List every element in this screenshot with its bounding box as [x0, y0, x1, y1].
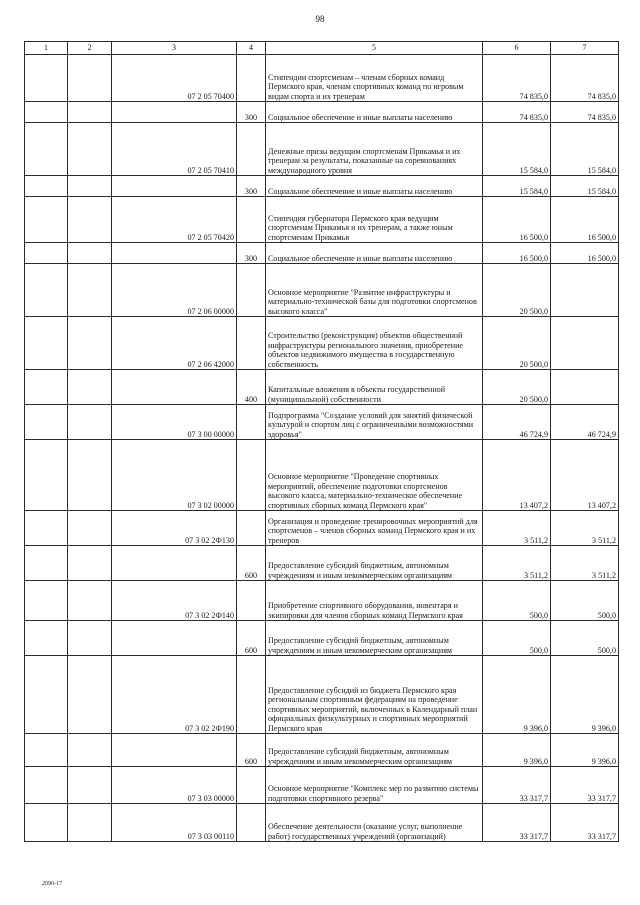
- table-row: [25, 511, 619, 546]
- cell-col1: [25, 123, 68, 176]
- cell-amount-col6: 500,0: [483, 621, 551, 656]
- cell-col2: [68, 656, 112, 734]
- cell-amount-col6: 33 317,7: [483, 804, 551, 842]
- cell-amount-col7: 9 396,0: [551, 734, 619, 767]
- cell-col2: [68, 511, 112, 546]
- cell-amount-col7: [551, 264, 619, 317]
- cell-amount-col7: [551, 317, 619, 370]
- cell-col2: [68, 405, 112, 440]
- cell-col2: [68, 734, 112, 767]
- cell-amount-col7: 9 396,0: [551, 656, 619, 734]
- cell-item-name: Капитальные вложения в объекты государственной (муниципальной) собственности: [266, 370, 483, 405]
- table-body: [25, 55, 619, 842]
- cell-col1: [25, 102, 68, 123]
- cell-amount-col6: 74 835,0: [483, 55, 551, 102]
- cell-col2: [68, 264, 112, 317]
- cell-item-name: Подпрограмма "Создание условий для занятий физической культурой и спортом лиц с ограниченными возможностями здоровья": [266, 405, 483, 440]
- cell-col2: [68, 176, 112, 197]
- cell-amount-col7: 15 584,0: [551, 123, 619, 176]
- cell-amount-col6: 74 835,0: [483, 102, 551, 123]
- footer-code: 2090-17: [42, 881, 62, 887]
- column-header: 1: [25, 42, 68, 55]
- cell-col1: [25, 656, 68, 734]
- cell-amount-col6: 3 511,2: [483, 546, 551, 581]
- cell-amount-col7: 500,0: [551, 621, 619, 656]
- cell-amount-col6: 20 500,0: [483, 370, 551, 405]
- table-row: [25, 243, 619, 264]
- cell-amount-col7: 500,0: [551, 581, 619, 621]
- cell-amount-col7: 33 317,7: [551, 767, 619, 804]
- cell-expense-type: 600: [237, 734, 266, 767]
- cell-target-code: 07 3 02 2Ф190: [112, 656, 237, 734]
- cell-col1: [25, 370, 68, 405]
- cell-expense-type: [237, 264, 266, 317]
- cell-item-name: Стипендия губернатора Пермского края ведущим спортсменам Прикамья и их тренерам, а также юным спортсменам Прикамья: [266, 197, 483, 243]
- cell-target-code: [112, 176, 237, 197]
- cell-col2: [68, 440, 112, 511]
- cell-expense-type: [237, 197, 266, 243]
- table-row: [25, 804, 619, 842]
- cell-amount-col6: 16 500,0: [483, 197, 551, 243]
- cell-expense-type: 300: [237, 102, 266, 123]
- cell-col1: [25, 264, 68, 317]
- cell-item-name: Основное мероприятие "Проведение спортивных мероприятий, обеспечение подготовки спортсменов высокого класса, материально-техническое обеспечение спортивных сборных команд Пермского края": [266, 440, 483, 511]
- table-row: [25, 767, 619, 804]
- table-row: [25, 656, 619, 734]
- cell-target-code: 07 2 05 70420: [112, 197, 237, 243]
- cell-col2: [68, 546, 112, 581]
- cell-target-code: 07 2 05 70400: [112, 55, 237, 102]
- cell-col2: [68, 767, 112, 804]
- cell-target-code: [112, 546, 237, 581]
- table-row: [25, 264, 619, 317]
- cell-col1: [25, 581, 68, 621]
- cell-amount-col6: 9 396,0: [483, 656, 551, 734]
- table-row: [25, 405, 619, 440]
- cell-expense-type: [237, 123, 266, 176]
- cell-amount-col7: 46 724,9: [551, 405, 619, 440]
- cell-target-code: [112, 370, 237, 405]
- cell-item-name: Социальное обеспечение и иные выплаты населению: [266, 176, 483, 197]
- cell-amount-col6: 3 511,2: [483, 511, 551, 546]
- cell-target-code: 07 3 00 00000: [112, 405, 237, 440]
- cell-col1: [25, 243, 68, 264]
- cell-target-code: [112, 243, 237, 264]
- cell-amount-col6: 500,0: [483, 581, 551, 621]
- column-header: 2: [68, 42, 112, 55]
- cell-target-code: 07 3 03 00110: [112, 804, 237, 842]
- cell-target-code: 07 3 02 2Ф130: [112, 511, 237, 546]
- cell-target-code: 07 2 06 42000: [112, 317, 237, 370]
- cell-target-code: 07 2 06 00000: [112, 264, 237, 317]
- cell-amount-col7: 16 500,0: [551, 243, 619, 264]
- cell-col1: [25, 176, 68, 197]
- cell-col1: [25, 317, 68, 370]
- cell-col1: [25, 55, 68, 102]
- cell-target-code: 07 3 03 00000: [112, 767, 237, 804]
- cell-expense-type: [237, 656, 266, 734]
- cell-expense-type: [237, 55, 266, 102]
- cell-item-name: Основное мероприятие "Комплекс мер по развитию системы подготовки спортивного резерва": [266, 767, 483, 804]
- budget-table: [24, 41, 619, 842]
- cell-target-code: 07 3 02 00000: [112, 440, 237, 511]
- table-row: [25, 546, 619, 581]
- cell-amount-col6: 46 724,9: [483, 405, 551, 440]
- cell-target-code: [112, 621, 237, 656]
- cell-amount-col7: 15 584,0: [551, 176, 619, 197]
- cell-col1: [25, 197, 68, 243]
- column-header: 5: [266, 42, 483, 55]
- column-header: 7: [551, 42, 619, 55]
- cell-amount-col7: [551, 370, 619, 405]
- cell-item-name: Строительство (реконструкция) объектов общественной инфраструктуры регионального значения, приобретение объектов недвижимого имущества в государственную собственность: [266, 317, 483, 370]
- cell-item-name: Стипендии спортсменам – членам сборных команд Пермского края, членам спортивных команд по игровым видам спорта и их тренерам: [266, 55, 483, 102]
- cell-amount-col7: 3 511,2: [551, 511, 619, 546]
- table-row: [25, 581, 619, 621]
- cell-amount-col7: 13 407,2: [551, 440, 619, 511]
- cell-col1: [25, 804, 68, 842]
- cell-item-name: Обеспечение деятельности (оказание услуг, выполнение работ) государственных учреждений (организаций): [266, 804, 483, 842]
- cell-item-name: Предоставление субсидий из бюджета Пермского края региональным спортивным федерациям на проведение спортивных мероприятий, включенных в Календарный план официальных физкультурных и спортивных мероприятий Пермского края: [266, 656, 483, 734]
- cell-expense-type: [237, 511, 266, 546]
- cell-col2: [68, 243, 112, 264]
- cell-item-name: Организация и проведение тренировочных мероприятий для спортсменов – членов сборных команд Пермского края и их тренеров: [266, 511, 483, 546]
- cell-target-code: [112, 734, 237, 767]
- cell-expense-type: [237, 405, 266, 440]
- cell-item-name: Денежные призы ведущим спортсменам Прикамья и их тренерам за результаты, показанные на соревнованиях международного уровня: [266, 123, 483, 176]
- cell-expense-type: [237, 440, 266, 511]
- table-row: [25, 370, 619, 405]
- cell-col2: [68, 804, 112, 842]
- cell-col1: [25, 511, 68, 546]
- cell-expense-type: 300: [237, 243, 266, 264]
- cell-col2: [68, 102, 112, 123]
- table-row: [25, 197, 619, 243]
- table-row: [25, 440, 619, 511]
- cell-item-name: Социальное обеспечение и иные выплаты населению: [266, 243, 483, 264]
- table-header: [25, 42, 619, 55]
- cell-amount-col6: 20 500,0: [483, 264, 551, 317]
- cell-target-code: 07 2 05 70410: [112, 123, 237, 176]
- column-header: 4: [237, 42, 266, 55]
- table-row: [25, 734, 619, 767]
- table-row: [25, 317, 619, 370]
- cell-col1: [25, 440, 68, 511]
- cell-expense-type: 600: [237, 621, 266, 656]
- cell-expense-type: [237, 767, 266, 804]
- cell-col1: [25, 546, 68, 581]
- cell-expense-type: 600: [237, 546, 266, 581]
- page-number: 98: [315, 14, 325, 24]
- cell-amount-col7: 74 835,0: [551, 102, 619, 123]
- cell-amount-col6: 33 317,7: [483, 767, 551, 804]
- cell-amount-col6: 9 396,0: [483, 734, 551, 767]
- cell-col1: [25, 621, 68, 656]
- cell-item-name: Социальное обеспечение и иные выплаты населению: [266, 102, 483, 123]
- cell-expense-type: [237, 317, 266, 370]
- column-header: 3: [112, 42, 237, 55]
- cell-amount-col6: 15 584,0: [483, 176, 551, 197]
- table-row: [25, 55, 619, 102]
- cell-item-name: Предоставление субсидий бюджетным, автономным учреждениям и иным некоммерческим организациям: [266, 621, 483, 656]
- cell-col2: [68, 581, 112, 621]
- cell-expense-type: [237, 581, 266, 621]
- cell-item-name: Предоставление субсидий бюджетным, автономным учреждениям и иным некоммерческим организациям: [266, 546, 483, 581]
- cell-col2: [68, 123, 112, 176]
- cell-amount-col7: 74 835,0: [551, 55, 619, 102]
- table-row: [25, 621, 619, 656]
- cell-target-code: 07 3 02 2Ф140: [112, 581, 237, 621]
- cell-item-name: Приобретение спортивного оборудования, инвентаря и экипировки для членов сборных команд Пермского края: [266, 581, 483, 621]
- cell-col2: [68, 621, 112, 656]
- header-row: [25, 42, 619, 55]
- cell-expense-type: [237, 804, 266, 842]
- cell-col1: [25, 767, 68, 804]
- cell-expense-type: 300: [237, 176, 266, 197]
- cell-amount-col7: 3 511,2: [551, 546, 619, 581]
- cell-amount-col6: 16 500,0: [483, 243, 551, 264]
- table-row: [25, 102, 619, 123]
- cell-amount-col7: 16 500,0: [551, 197, 619, 243]
- cell-col2: [68, 317, 112, 370]
- table-row: [25, 123, 619, 176]
- cell-amount-col6: 13 407,2: [483, 440, 551, 511]
- cell-amount-col6: 15 584,0: [483, 123, 551, 176]
- cell-col1: [25, 405, 68, 440]
- cell-col2: [68, 197, 112, 243]
- cell-target-code: [112, 102, 237, 123]
- cell-col2: [68, 370, 112, 405]
- table-row: [25, 176, 619, 197]
- cell-col2: [68, 55, 112, 102]
- cell-amount-col6: 20 500,0: [483, 317, 551, 370]
- cell-col1: [25, 734, 68, 767]
- cell-item-name: Предоставление субсидий бюджетным, автономным учреждениям и иным некоммерческим организациям: [266, 734, 483, 767]
- column-header: 6: [483, 42, 551, 55]
- cell-expense-type: 400: [237, 370, 266, 405]
- cell-amount-col7: 33 317,7: [551, 804, 619, 842]
- cell-item-name: Основное мероприятие "Развитие инфраструктуры и материально-технической базы для подготовки спортсменов высокого класса": [266, 264, 483, 317]
